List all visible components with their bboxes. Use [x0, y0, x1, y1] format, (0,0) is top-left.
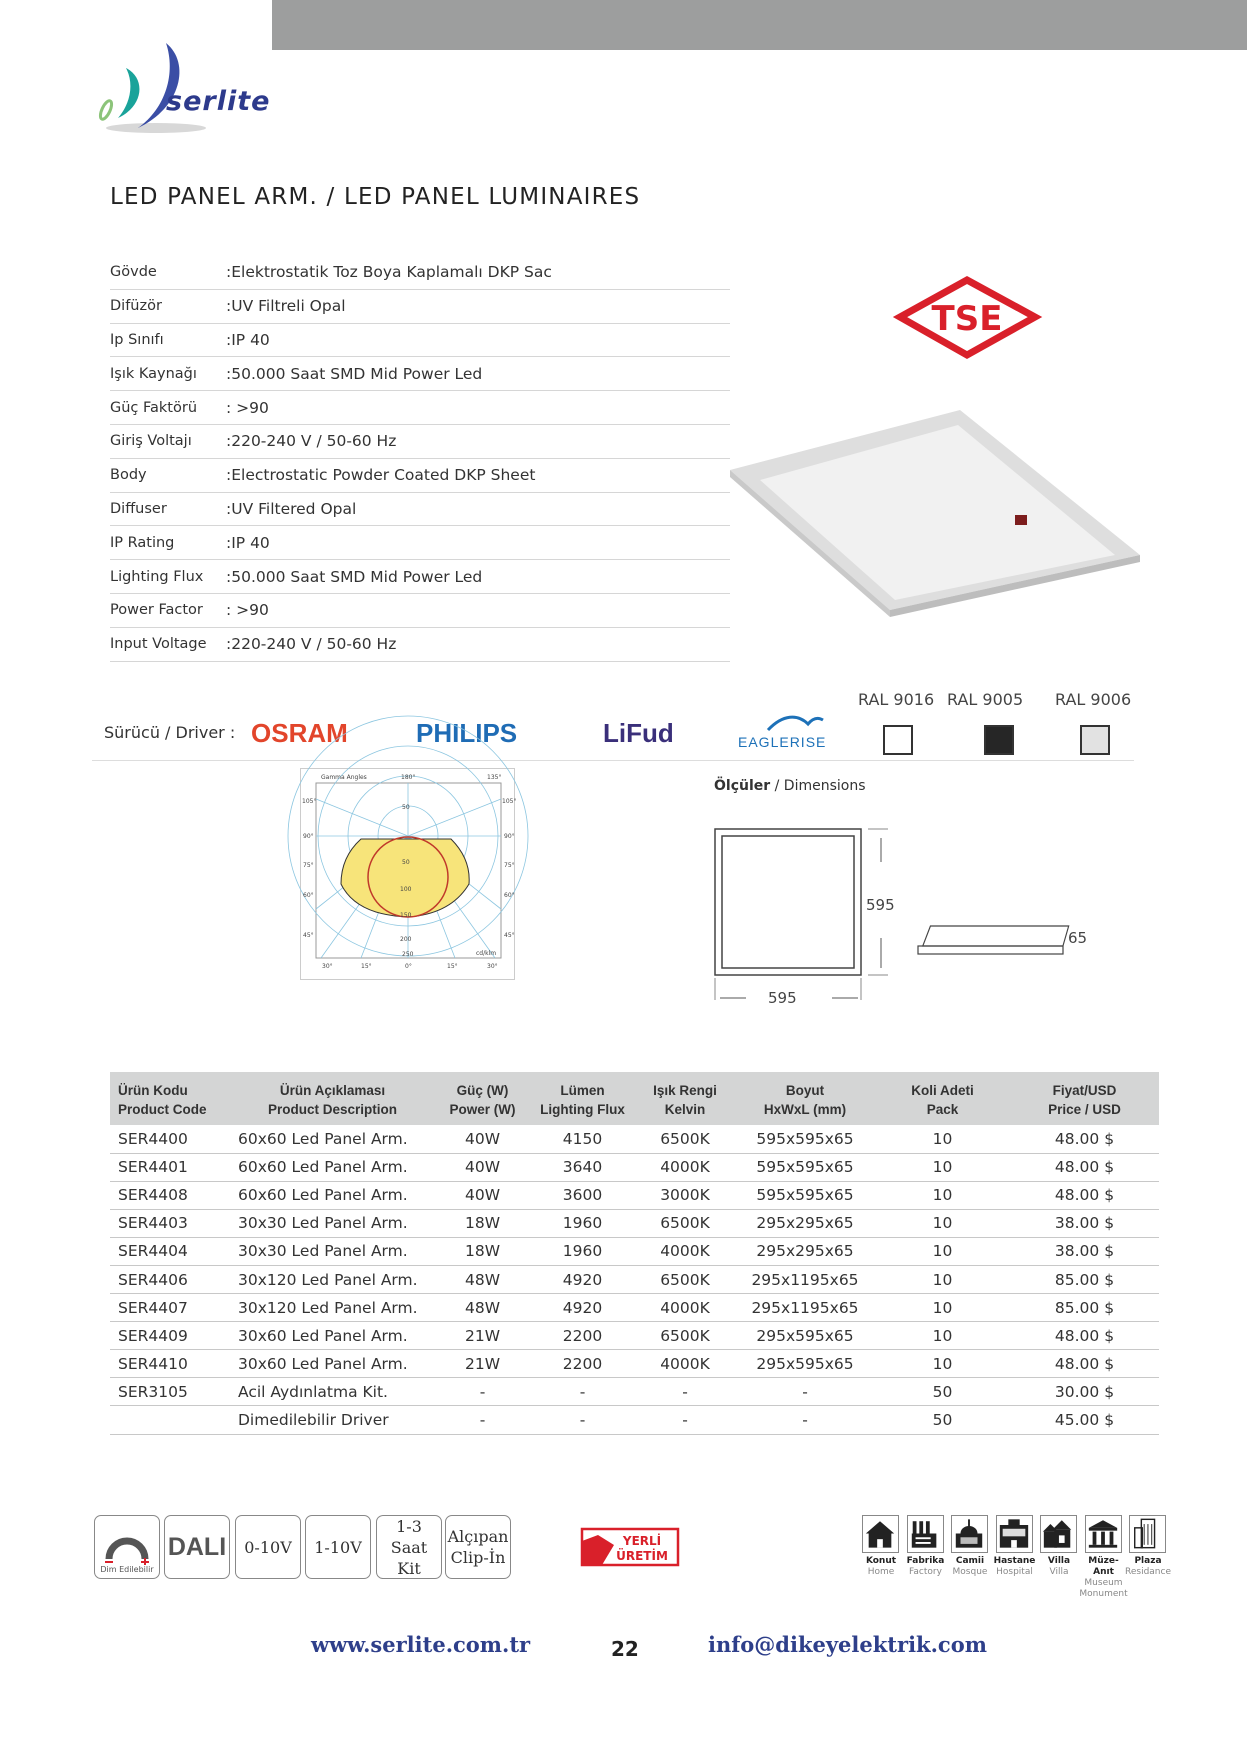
table-cell: 295x295x65: [735, 1237, 875, 1265]
ral-9006-label: RAL 9006: [1055, 690, 1132, 709]
villa-icon: [1040, 1515, 1077, 1553]
column-header: [735, 1072, 875, 1125]
panel-front-outline: [714, 828, 864, 1008]
0-10v-badge: 0-10V: [235, 1515, 301, 1579]
table-cell: 10: [875, 1125, 1010, 1153]
email-link[interactable]: info@dikeyelektrik.com: [708, 1632, 987, 1657]
header-en: Pack: [926, 1101, 959, 1117]
spec-row: [110, 256, 730, 290]
website-link[interactable]: www.serlite.com.tr: [311, 1632, 531, 1657]
table-cell: 595x595x65: [735, 1181, 875, 1209]
angle-label: 105°: [302, 798, 317, 805]
table-cell: 6500K: [635, 1209, 735, 1237]
table-cell: 40W: [435, 1153, 530, 1181]
header-band: [272, 0, 1247, 50]
osram-logo: OSRAM: [251, 718, 348, 748]
angle-label: 30°: [487, 963, 498, 970]
radial-value: 250: [402, 951, 414, 958]
header-en: HxWxL (mm): [763, 1101, 847, 1117]
dimensions-title-en: / Dimensions: [770, 778, 866, 794]
column-header: [110, 1072, 230, 1125]
ral-9016-label: RAL 9016: [858, 690, 935, 709]
spec-row: [110, 459, 730, 493]
table-row: [110, 1350, 1159, 1378]
eaglerise-text: EAGLERISE: [738, 734, 827, 750]
spec-label: Giriş Voltajı: [110, 433, 192, 450]
spec-row: [110, 594, 730, 628]
1-10v-badge: 1-10V: [305, 1515, 371, 1579]
table-cell: 60x60 Led Panel Arm.: [230, 1125, 435, 1153]
table-cell: 4920: [530, 1294, 635, 1322]
header-en: Product Description: [267, 1101, 397, 1117]
table-row: [110, 1406, 1159, 1434]
table-cell: 4920: [530, 1265, 635, 1293]
table-cell: 1960: [530, 1209, 635, 1237]
table-cell: 30x30 Led Panel Arm.: [230, 1237, 435, 1265]
spec-row: [110, 290, 730, 324]
table-cell: 4000K: [635, 1350, 735, 1378]
table-cell: 295x295x65: [735, 1209, 875, 1237]
application-tr: Villa: [1047, 1556, 1071, 1566]
table-cell: 60x60 Led Panel Arm.: [230, 1181, 435, 1209]
depth-value: 65: [1068, 929, 1088, 947]
gamma-angles-label: Gamma Angles: [321, 774, 367, 781]
kit-line1: 1-3 Saat: [390, 1516, 428, 1557]
application-tr: Müze-Anıt: [1088, 1556, 1119, 1577]
spec-value: :UV Filtered Opal: [226, 499, 357, 518]
table-cell: 295x1195x65: [735, 1294, 875, 1322]
width-value: 595: [768, 989, 797, 1007]
table-cell: -: [530, 1378, 635, 1406]
header-tr: Ürün Kodu: [118, 1082, 188, 1098]
angle-label: 90°: [303, 833, 314, 840]
table-cell: Acil Aydınlatma Kit.: [230, 1378, 435, 1406]
table-cell: 3640: [530, 1153, 635, 1181]
table-row: [110, 1378, 1159, 1406]
angle-label: 135°: [487, 774, 502, 781]
spec-label: Işık Kaynağı: [110, 365, 197, 382]
angle-label: 45°: [303, 932, 314, 939]
philips-logo: PHILIPS: [416, 718, 518, 748]
divider: [92, 760, 1134, 761]
table-cell: 2200: [530, 1322, 635, 1350]
dimmer-arc-icon: [99, 1529, 155, 1565]
table-cell: -: [735, 1406, 875, 1434]
clip-line1: Alçıpan: [447, 1527, 509, 1546]
spec-row: [110, 324, 730, 358]
table-cell: 6500K: [635, 1125, 735, 1153]
angle-label: 45°: [504, 932, 515, 939]
table-cell: 295x595x65: [735, 1322, 875, 1350]
column-header: [230, 1072, 435, 1125]
table-cell: -: [635, 1406, 735, 1434]
application-en: Mosque: [952, 1567, 988, 1577]
table-row: [110, 1237, 1159, 1265]
table-cell: -: [735, 1378, 875, 1406]
product-table: [110, 1072, 1159, 1435]
table-cell: 3600: [530, 1181, 635, 1209]
dimensions-title-tr: Ölçüler: [714, 778, 771, 794]
ral-9005-swatch: [984, 725, 1014, 755]
spec-label: Body: [110, 467, 147, 484]
table-cell: 48W: [435, 1294, 530, 1322]
table-cell: 48.00 $: [1010, 1125, 1159, 1153]
angle-label: 15°: [361, 963, 372, 970]
application-tr: Hastane: [993, 1556, 1036, 1566]
spec-label: Input Voltage: [110, 636, 207, 653]
application-tr: Konut: [865, 1556, 897, 1566]
unit-label: cd/klm: [476, 950, 497, 957]
table-cell: 10: [875, 1265, 1010, 1293]
spec-label: Güç Faktörü: [110, 399, 198, 416]
lifud-logo: LiFud: [603, 718, 674, 748]
table-cell: 6500K: [635, 1265, 735, 1293]
spec-row: [110, 628, 730, 662]
spec-label: Diffuser: [110, 500, 167, 517]
driver-label: Sürücü / Driver :: [104, 723, 236, 742]
logo-text: serlite: [166, 86, 271, 117]
spec-value: :IP 40: [226, 330, 270, 349]
table-cell: 85.00 $: [1010, 1265, 1159, 1293]
table-cell: 4000K: [635, 1294, 735, 1322]
header-tr: Fiyat/USD: [1052, 1082, 1117, 1098]
table-cell: 60x60 Led Panel Arm.: [230, 1153, 435, 1181]
header-tr: Boyut: [785, 1082, 825, 1098]
table-row: [110, 1209, 1159, 1237]
spec-value: :IP 40: [226, 533, 270, 552]
table-cell: 595x595x65: [735, 1125, 875, 1153]
angle-label: 15°: [447, 963, 458, 970]
table-cell: 295x595x65: [735, 1350, 875, 1378]
table-cell: 4000K: [635, 1153, 735, 1181]
table-cell: 4150: [530, 1125, 635, 1153]
table-cell: SER4404: [110, 1237, 230, 1265]
table-cell: Dimedilebilir Driver: [230, 1406, 435, 1434]
dimmable-label: Dim Edilebilir: [100, 1565, 154, 1574]
angle-label: 90°: [504, 833, 515, 840]
table-cell: SER4409: [110, 1322, 230, 1350]
clip-line2: Clip-İn: [450, 1548, 506, 1567]
table-cell: -: [635, 1378, 735, 1406]
table-cell: 10: [875, 1209, 1010, 1237]
mosque-icon: [951, 1515, 988, 1553]
radial-value: 150: [400, 912, 412, 919]
table-cell: SER4410: [110, 1350, 230, 1378]
dali-badge: DALI: [164, 1515, 230, 1579]
header-tr: Güç (W): [456, 1082, 509, 1098]
table-cell: 48.00 $: [1010, 1181, 1159, 1209]
table-cell: 21W: [435, 1322, 530, 1350]
kit-line2: Kit: [397, 1558, 421, 1578]
table-cell: 10: [875, 1350, 1010, 1378]
table-cell: SER4407: [110, 1294, 230, 1322]
photometric-diagram: [300, 768, 515, 980]
spec-value: :Elektrostatik Toz Boya Kaplamalı DKP Sac: [226, 263, 552, 282]
page-number: 22: [611, 1637, 639, 1661]
table-cell: 21W: [435, 1350, 530, 1378]
application-label: [1079, 1556, 1129, 1600]
table-cell: SER4401: [110, 1153, 230, 1181]
angle-label: 60°: [504, 892, 515, 899]
application-label: [990, 1556, 1040, 1578]
spec-row: [110, 560, 730, 594]
hospital-icon: [996, 1515, 1033, 1553]
ral-9005-label: RAL 9005: [947, 690, 1024, 709]
table-cell: 595x595x65: [735, 1153, 875, 1181]
table-row: [110, 1153, 1159, 1181]
header-tr: Koli Adeti: [911, 1082, 974, 1098]
angle-label: 30°: [322, 963, 333, 970]
spec-label: IP Rating: [110, 534, 175, 551]
table-cell: -: [435, 1378, 530, 1406]
application-label: [901, 1556, 951, 1578]
product-photo: [730, 395, 1150, 655]
header-en: Price / USD: [1048, 1101, 1121, 1117]
table-cell: 30x60 Led Panel Arm.: [230, 1322, 435, 1350]
table-cell: -: [530, 1406, 635, 1434]
uretim-text: ÜRETİM: [616, 1549, 668, 1563]
radial-value: 100: [400, 886, 412, 893]
table-cell: 38.00 $: [1010, 1237, 1159, 1265]
radial-value: 50: [402, 804, 410, 811]
angle-label: 75°: [504, 862, 515, 869]
table-cell: 18W: [435, 1237, 530, 1265]
header-en: Power (W): [449, 1101, 516, 1117]
application-tr: Fabrika: [906, 1556, 945, 1566]
header-tr: Lümen: [560, 1082, 605, 1098]
spec-value: :50.000 Saat SMD Mid Power Led: [226, 567, 483, 586]
ral-9006-swatch: [1080, 725, 1110, 755]
spec-row: [110, 357, 730, 391]
application-en: Residance: [1125, 1567, 1171, 1577]
table-cell: 85.00 $: [1010, 1294, 1159, 1322]
spec-label: Power Factor: [110, 602, 203, 619]
table-cell: 30x120 Led Panel Arm.: [230, 1294, 435, 1322]
angle-label: 180°: [401, 774, 416, 781]
table-cell: SER3105: [110, 1378, 230, 1406]
table-row: [110, 1265, 1159, 1293]
angle-label: 105°: [502, 798, 517, 805]
application-en: Home: [867, 1567, 895, 1577]
table-row: [110, 1181, 1159, 1209]
angle-label: 0°: [405, 963, 412, 970]
tse-text: TSE: [931, 299, 1003, 339]
column-header: [435, 1072, 530, 1125]
table-cell: [110, 1406, 230, 1434]
spec-list: [110, 256, 730, 662]
table-cell: 50: [875, 1378, 1010, 1406]
ral-9016-swatch: [883, 725, 913, 755]
table-cell: 10: [875, 1322, 1010, 1350]
application-label: [1123, 1556, 1173, 1578]
table-cell: 30x120 Led Panel Arm.: [230, 1265, 435, 1293]
page-title: LED PANEL ARM. / LED PANEL LUMINAIRES: [110, 184, 641, 210]
spec-row: [110, 391, 730, 425]
radial-value: 200: [400, 936, 412, 943]
header-en: Kelvin: [664, 1101, 706, 1117]
spec-value: :Electrostatic Powder Coated DKP Sheet: [226, 466, 536, 485]
table-cell: SER4408: [110, 1181, 230, 1209]
table-row: [110, 1125, 1159, 1153]
radial-value: 50: [402, 859, 410, 866]
yerli-text: YERLİ: [622, 1534, 662, 1548]
application-en: Villa: [1049, 1567, 1069, 1577]
angle-label: 75°: [303, 862, 314, 869]
museum-icon: [1085, 1515, 1122, 1553]
spec-row: [110, 526, 730, 560]
factory-icon: [907, 1515, 944, 1553]
table-cell: SER4400: [110, 1125, 230, 1153]
table-cell: 18W: [435, 1209, 530, 1237]
table-cell: 30.00 $: [1010, 1378, 1159, 1406]
table-cell: 10: [875, 1237, 1010, 1265]
application-tr: Plaza: [1134, 1556, 1162, 1566]
table-cell: -: [435, 1406, 530, 1434]
table-cell: 38.00 $: [1010, 1209, 1159, 1237]
table-cell: 6500K: [635, 1322, 735, 1350]
tse-certification-logo: [895, 275, 1040, 360]
table-cell: 40W: [435, 1181, 530, 1209]
serlite-logo: [96, 38, 271, 133]
column-header: [530, 1072, 635, 1125]
height-value: 595: [866, 896, 895, 914]
table-cell: 10: [875, 1181, 1010, 1209]
table-cell: 295x1195x65: [735, 1265, 875, 1293]
column-header: [1010, 1072, 1159, 1125]
header-tr: Ürün Açıklaması: [279, 1082, 386, 1098]
eagle-wing-icon: [738, 712, 838, 732]
spec-value: : >90: [226, 398, 269, 417]
table-cell: 30x60 Led Panel Arm.: [230, 1350, 435, 1378]
header-en: Product Code: [118, 1101, 207, 1117]
spec-row: [110, 425, 730, 459]
table-cell: 2200: [530, 1350, 635, 1378]
yerli-uretim-logo: [580, 1527, 680, 1567]
table-cell: 1960: [530, 1237, 635, 1265]
table-row: [110, 1294, 1159, 1322]
panel-side-outline: [917, 925, 1077, 955]
application-tr: Camii: [955, 1556, 985, 1566]
eaglerise-logo: [738, 712, 838, 748]
angle-label: 60°: [303, 892, 314, 899]
header-tr: Işık Rengi: [653, 1082, 717, 1098]
application-en: Factory: [909, 1567, 942, 1577]
table-cell: 30x30 Led Panel Arm.: [230, 1209, 435, 1237]
house-icon: [862, 1515, 899, 1553]
spec-label: Gövde: [110, 264, 157, 281]
application-en: Museum Monument: [1079, 1578, 1128, 1599]
spec-value: :UV Filtreli Opal: [226, 297, 346, 316]
table-cell: 48.00 $: [1010, 1153, 1159, 1181]
spec-value: : >90: [226, 601, 269, 620]
clip-in-badge: [445, 1515, 511, 1579]
spec-label: Lighting Flux: [110, 568, 204, 585]
application-label: [856, 1556, 906, 1578]
table-cell: 10: [875, 1153, 1010, 1181]
dimension-front-drawing: [714, 828, 864, 978]
application-label: [945, 1556, 995, 1578]
table-cell: 3000K: [635, 1181, 735, 1209]
table-cell: SER4403: [110, 1209, 230, 1237]
table-cell: 48.00 $: [1010, 1350, 1159, 1378]
table-cell: 45.00 $: [1010, 1406, 1159, 1434]
table-cell: 50: [875, 1406, 1010, 1434]
table-cell: SER4406: [110, 1265, 230, 1293]
header-en: Lighting Flux: [540, 1101, 625, 1117]
spec-row: [110, 493, 730, 527]
table-row: [110, 1322, 1159, 1350]
table-cell: 48W: [435, 1265, 530, 1293]
spec-label: Ip Sınıfı: [110, 331, 164, 348]
column-header: [635, 1072, 735, 1125]
plaza-icon: [1129, 1515, 1166, 1553]
table-cell: 10: [875, 1294, 1010, 1322]
spec-value: :220-240 V / 50-60 Hz: [226, 432, 397, 451]
spec-label: Difüzör: [110, 298, 162, 315]
emergency-kit-badge: [376, 1515, 442, 1579]
table-cell: 4000K: [635, 1237, 735, 1265]
table-cell: 48.00 $: [1010, 1322, 1159, 1350]
column-header: [875, 1072, 1010, 1125]
application-en: Hospital: [996, 1567, 1033, 1577]
dimmable-badge: [94, 1515, 160, 1579]
spec-value: :220-240 V / 50-60 Hz: [226, 635, 397, 654]
dimensions-title: [714, 778, 866, 794]
application-label: [1034, 1556, 1084, 1578]
spec-value: :50.000 Saat SMD Mid Power Led: [226, 364, 483, 383]
table-cell: 40W: [435, 1125, 530, 1153]
